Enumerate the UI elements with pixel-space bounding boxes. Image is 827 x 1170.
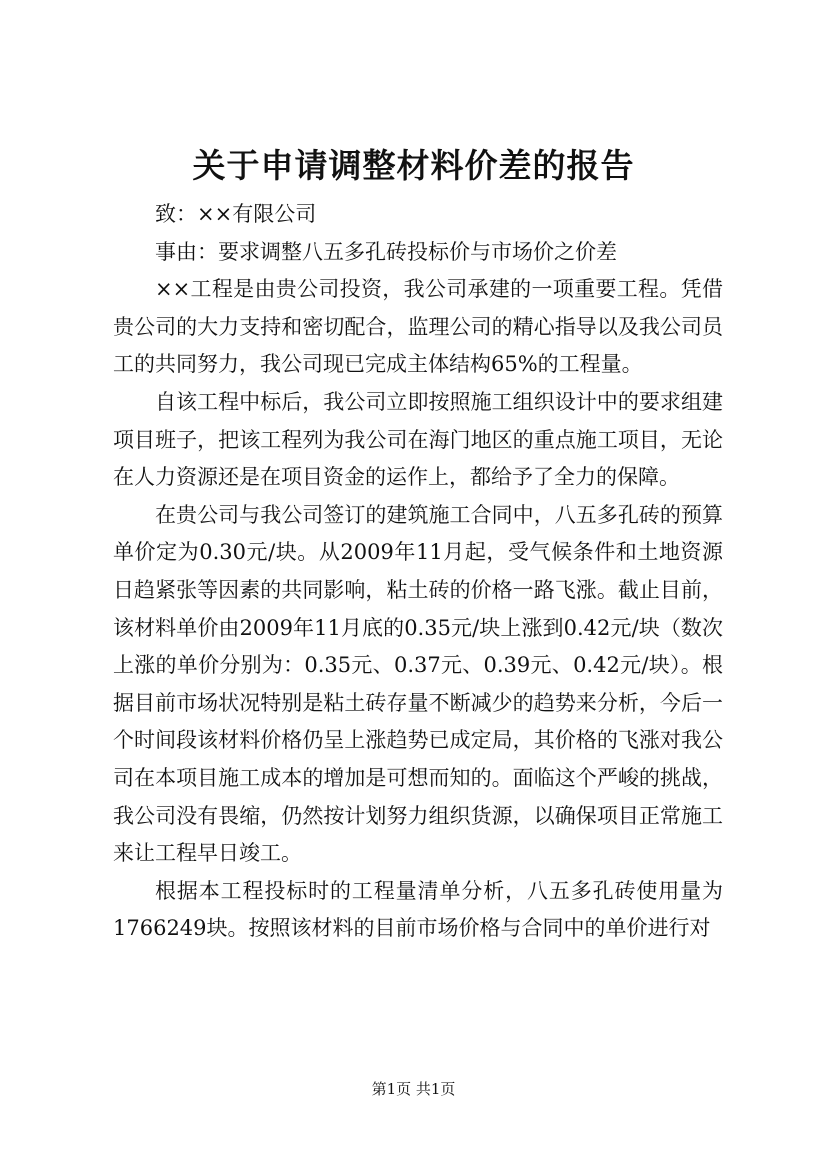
paragraph-price-increase: 在贵公司与我公司签订的建筑施工合同中，八五多孔砖的预算单价定为0.30元/块。从2009年11月起，受气候条件和土地资源日趋紧张等因素的共同影响，粘土砖的价格一路飞涨。截止目前，该材料单价由2009年11月底的0.35元/块上涨到0.42元/块（数次上涨的单价分别为：0.35元、0.37元、0.39元、0.42元/块）。根据目前市场状况特别是粘土砖存量不断减少的趋势来分析，今后一个时间段该材料价格仍呈上涨趋势已成定局，其价格的飞涨对我公司在本项目施工成本的增加是可想而知的。面临这个严峻的挑战，我公司没有畏缩，仍然按计划努力组织货源，以确保项目正常施工来让工程早日竣工。 (113, 502, 723, 866)
document-body (113, 196, 723, 948)
page-footer: 第1页 共1页 (371, 1080, 456, 1098)
paragraph-project-progress: ××工程是由贵公司投资，我公司承建的一项重要工程。凭借贵公司的大力支持和密切配合，监理公司的精心指导以及我公司员工的共同努力，我公司现已完成主体结构65%的工程量。 (113, 277, 723, 377)
addressee-line: 致：××有限公司 (155, 202, 317, 226)
document-title: 关于申请调整材料价差的报告 (192, 146, 635, 185)
paragraph-quantity-analysis: 根据本工程投标时的工程量清单分析，八五多孔砖使用量为1766249块。按照该材料的目前市场价格与合同中的单价进行对 (113, 878, 723, 941)
subject-line: 事由：要求调整八五多孔砖投标价与市场价之价差 (155, 239, 617, 264)
paragraph-project-team: 自该工程中标后，我公司立即按照施工组织设计中的要求组建项目班子，把该工程列为我公司在海门地区的重点施工项目，无论在人力资源还是在项目资金的运作上，都给予了全力的保障。 (113, 389, 723, 490)
